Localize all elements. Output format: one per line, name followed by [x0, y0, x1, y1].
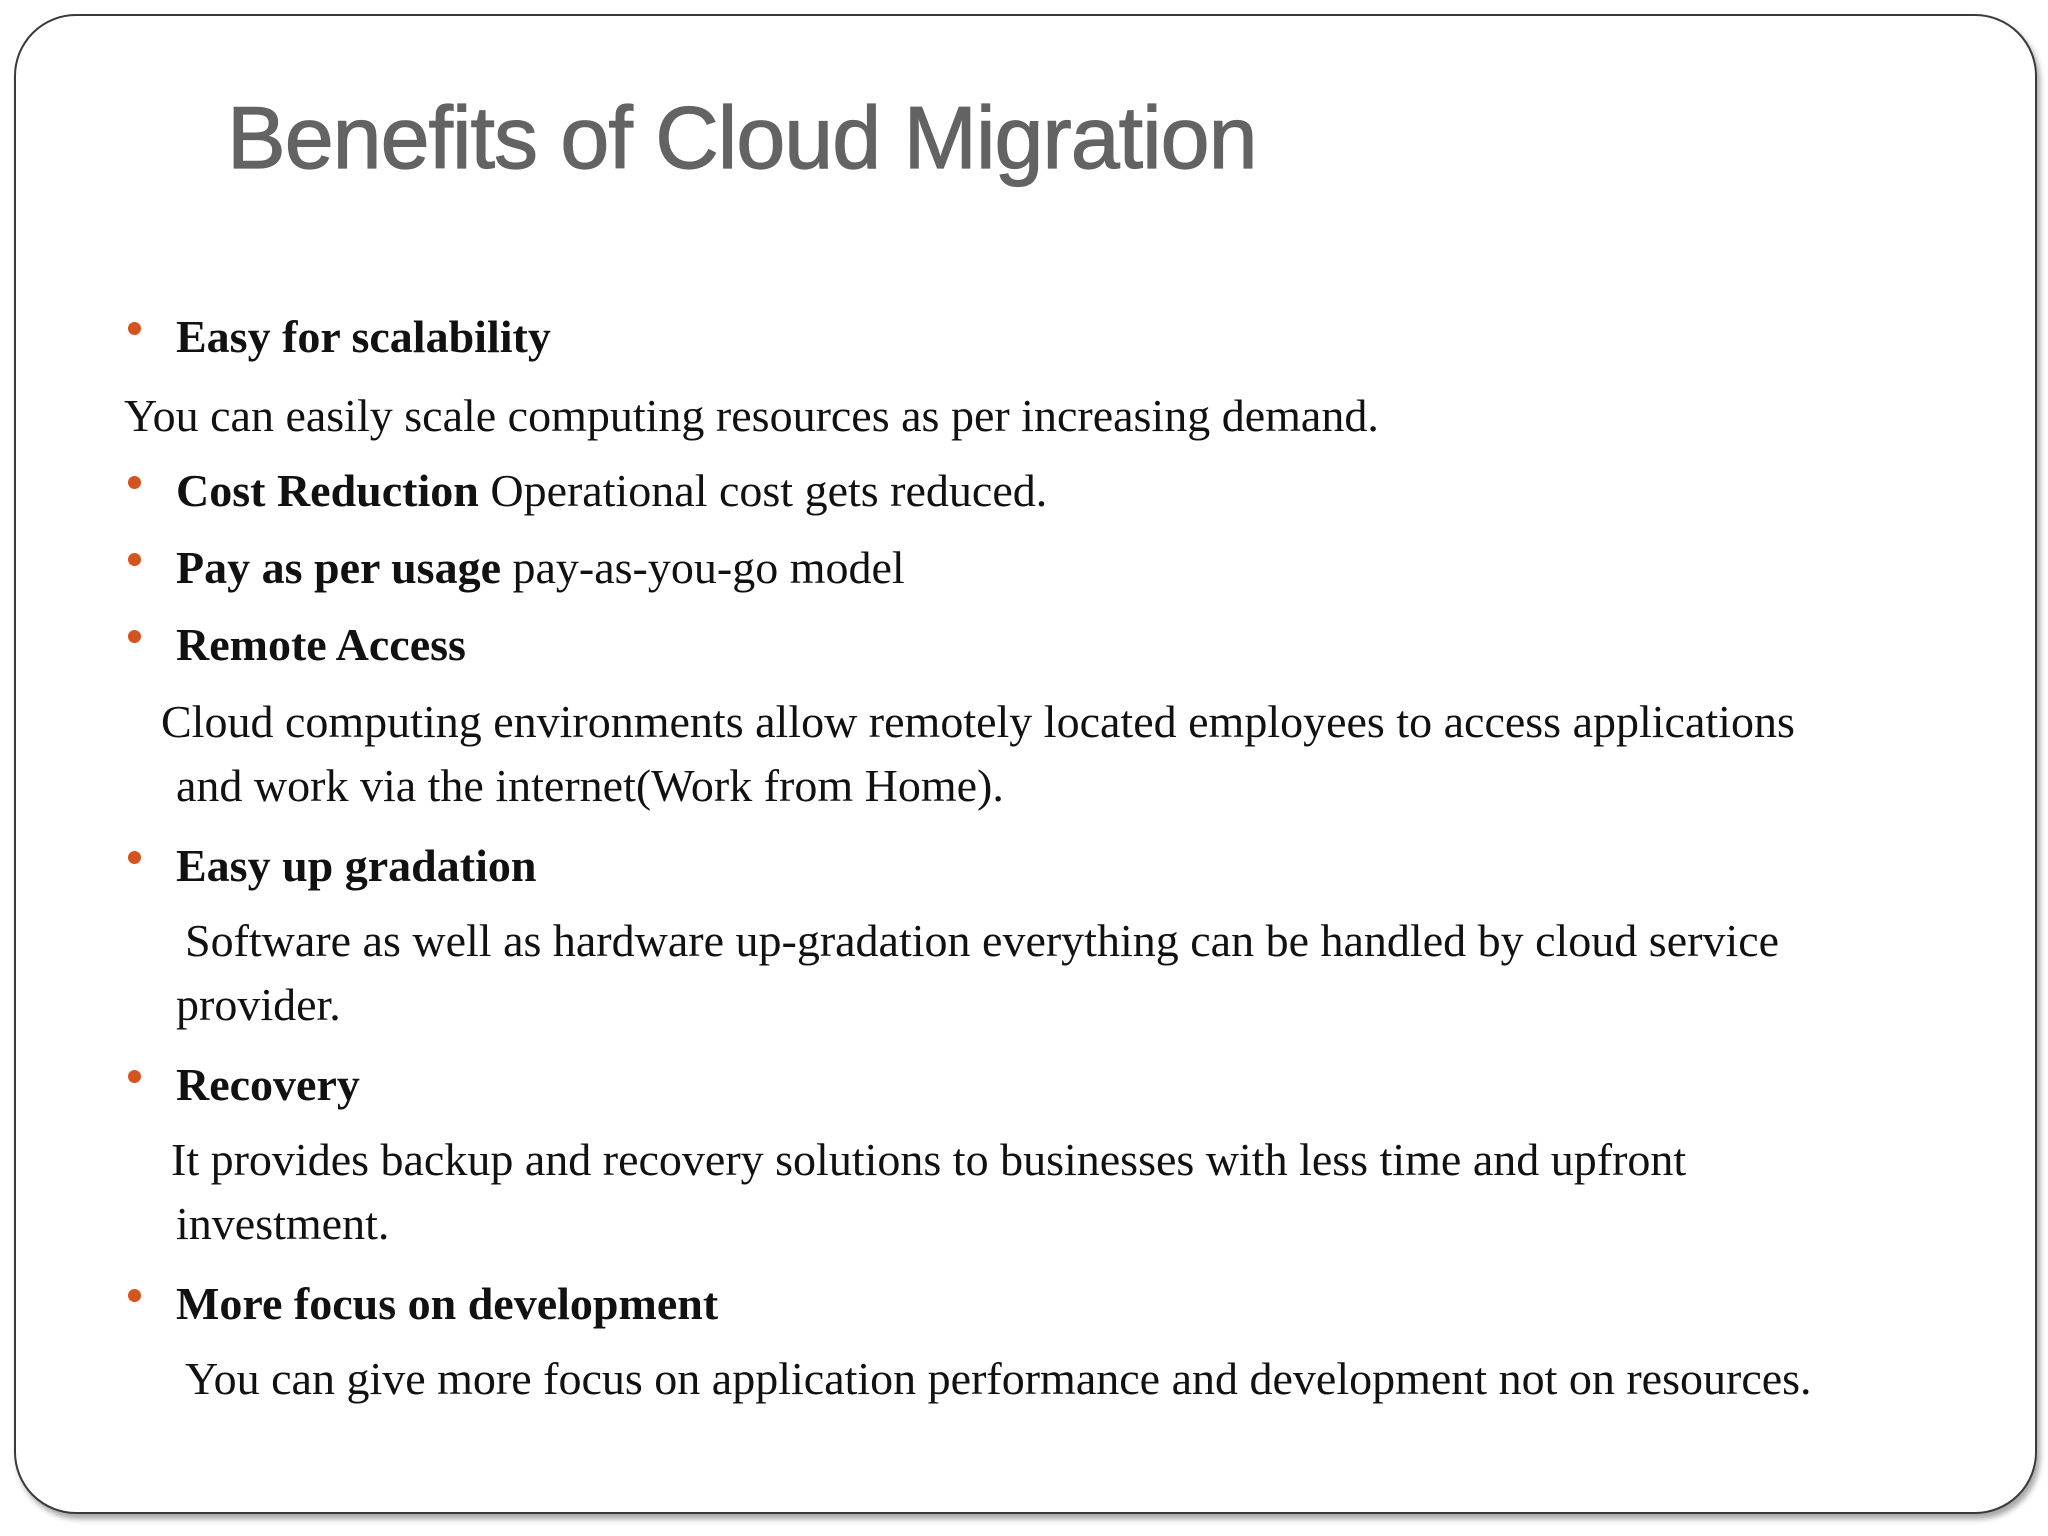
bullet-icon — [128, 851, 141, 864]
bullet-icon — [128, 553, 141, 566]
item-body-remote-access-line1: Cloud computing environments allow remotely located employees to access applications — [161, 696, 1795, 747]
bullet-icon — [128, 476, 141, 489]
item-body-up-gradation-line2: provider. — [176, 979, 341, 1030]
item-heading-recovery: Recovery — [176, 1059, 360, 1110]
item-heading-up-gradation: Easy up gradation — [176, 840, 537, 891]
bullet-icon — [128, 322, 141, 335]
item-body-remote-access-line2: and work via the internet(Work from Home). — [176, 760, 1004, 811]
bullet-icon — [128, 1289, 141, 1302]
item-body-recovery-line2: investment. — [176, 1198, 390, 1249]
item-heading-focus-development: More focus on development — [176, 1278, 719, 1329]
item-body-focus-development: You can give more focus on application performance and development not on resources. — [185, 1353, 1812, 1404]
bullet-icon — [128, 630, 141, 643]
item-heading-scalability: Easy for scalability — [176, 311, 551, 362]
item-body-up-gradation-line1: Software as well as hardware up-gradation everything can be handled by cloud service — [185, 915, 1780, 966]
item-pay-as-per-usage: Pay as per usage pay-as-you-go model — [176, 542, 905, 593]
item-heading-remote-access: Remote Access — [176, 619, 466, 670]
item-cost-reduction: Cost Reduction Operational cost gets reduced. — [176, 465, 1048, 516]
slide-title: Benefits of Cloud Migration — [227, 88, 1257, 187]
item-body-scalability: You can easily scale computing resources as per increasing demand. — [124, 390, 1379, 441]
item-body-recovery-line1: It provides backup and recovery solutions to businesses with less time and upfront — [171, 1134, 1687, 1185]
bullet-icon — [128, 1070, 141, 1083]
